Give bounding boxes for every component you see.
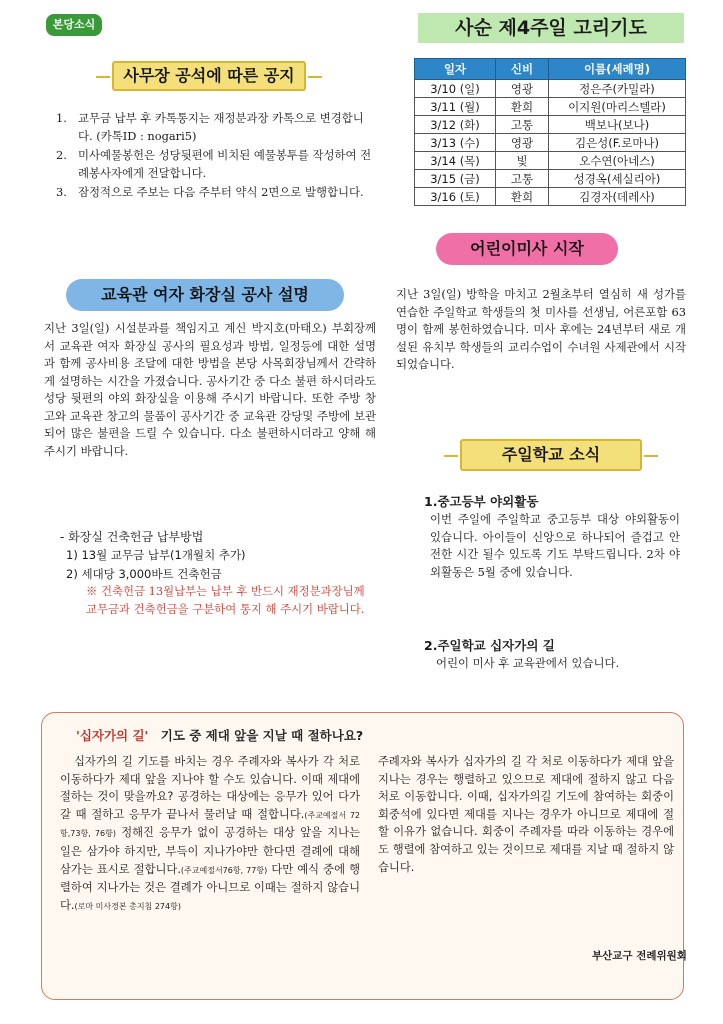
rosary-row xyxy=(415,134,686,152)
rosary-header-mystery: 신비 xyxy=(496,59,549,80)
rosary-row xyxy=(415,80,686,98)
restroom-title: 교육관 여자 화장실 공사 설명 xyxy=(66,279,344,311)
children-mass-body: 지난 3일(일) 방학을 마치고 2월초부터 열심히 새 성가를 연습한 주일학교 학생들의 첫 미사를 선생님, 어른포함 63명이 함께 봉헌하였습니다. 미사 후에는 24년부터 새로 개설된 유치부 학생들의 교리수업이 수녀원 사제관에서 시작 되었습니다. xyxy=(396,287,686,371)
rosary-mystery: 빛 xyxy=(496,152,549,170)
section-badge: 본당소식 xyxy=(46,14,102,36)
payment-option-1: 1) 13월 교무금 납부(1개월치 추가) xyxy=(66,548,246,562)
children-mass-title: 어린이미사 시작 xyxy=(436,233,618,265)
cross-way-signature: 부산교구 전례위원회 xyxy=(592,950,687,962)
payment-title: - 화장실 건축헌금 납부방법 xyxy=(60,530,204,544)
cross-way-right-column: 주례자와 복사가 십자가의 길 각 처로 이동하다가 제대 앞을 지나는 경우는 행렬하고 있으므로 제대에 절하지 않고 다음 처로 이동합니다. 이때, 십자가의길 기도에 참여하는 회중이 회중석에 있다면 제대를 지나는 경우가 아니므로 제대에 절할 이유가 없습니다. 회중이 주례자를 따라 이동하는 경우에도 행렬에 참여하고 있는 것이므로 제대를 지날 때 절하지 않습니다. xyxy=(378,755,674,874)
rosary-title: 사순 제4주일 고리기도 xyxy=(418,13,684,43)
rosary-name: 김경자(데레사) xyxy=(549,188,686,206)
rosary-row xyxy=(415,170,686,188)
cross-way-title-quote: '십자가의 길' xyxy=(76,728,149,743)
rosary-name: 정은주(카밀라) xyxy=(549,80,686,98)
rosary-row xyxy=(415,116,686,134)
notice-item: 2. 미사예물봉헌은 성당뒷편에 비치된 예물봉투를 작성하여 전례봉사자에게 전달합니다. xyxy=(56,148,372,180)
rosary-date: 3/12 (화) xyxy=(415,116,496,134)
sunday-school-item1-title: 1.중고등부 야외활동 xyxy=(424,494,539,509)
notice-item: 3. 잠정적으로 주보는 다음 주부터 약식 2면으로 발행합니다. xyxy=(56,185,364,199)
rosary-header-date: 일자 xyxy=(415,59,496,80)
rosary-header-name: 이름(세례명) xyxy=(549,59,686,80)
rosary-row xyxy=(415,98,686,116)
notice-title xyxy=(112,61,306,91)
notice-title-text: 사무장 공석에 따른 공지 xyxy=(123,66,295,85)
rosary-date: 3/15 (금) xyxy=(415,170,496,188)
notice-list xyxy=(56,110,376,204)
restroom-body: 지난 3일(일) 시설분과를 책임지고 계신 박지호(마태오) 부회장께서 교육관 여자 화장실 공사의 필요성과 방법, 일정등에 대한 설명과 함께 공사비용 조달에 대한 방법을 본당 사목회장님께서 간략하게 설명하는 시간을 가졌습니다. 공사기간 중 다소 불편 하시더라도 성당 뒷편의 야외 화장실을 이용해 주시기 바랍니다. 또한 주방 창고와 교육관 창고의 물품이 공사기간 중 교육관 강당및 주방에 보관되어 많은 불편을 드릴 수 있습니다. 다소 불편하시더라고 양해 해 주시기 바랍니다. xyxy=(44,321,376,458)
rosary-date: 3/11 (월) xyxy=(415,98,496,116)
sunday-school-item1-body: 이번 주일에 주일학교 중고등부 대상 야외활동이 있습니다. 아이들이 신앙으로 하나되어 즐겁고 안전한 시간 될수 있도록 기도 부탁드립니다. 2차 야외활동은 5월 중에 있습니다. xyxy=(430,512,680,579)
notice-item: 1. 교무금 납부 후 카톡통지는 재정분과장 카톡으로 변경합니다. (카톡ID : nogari5) xyxy=(56,111,364,143)
rosary-row xyxy=(415,188,686,206)
rosary-date: 3/13 (수) xyxy=(415,134,496,152)
rosary-date: 3/14 (목) xyxy=(415,152,496,170)
rosary-date: 3/16 (토) xyxy=(415,188,496,206)
rosary-mystery: 영광 xyxy=(496,134,549,152)
rosary-row xyxy=(415,152,686,170)
sunday-school-item2-body: 어린이 미사 후 교육관에서 있습니다. xyxy=(436,656,620,670)
rosary-mystery: 고통 xyxy=(496,170,549,188)
rosary-mystery: 환희 xyxy=(496,188,549,206)
payment-option-2: 2) 세대당 3,000바트 건축헌금 xyxy=(66,567,222,581)
cross-way-title-text: 기도 중 제대 앞을 지날 때 절하나요? xyxy=(160,728,364,743)
cross-way-left-column: 십자가의 길 기도를 바치는 경우 주례자와 복사가 각 처로 이동하다가 제대 앞을 지나야 할 수도 있습니다. 이때 제대에 절하는 것이 맞을까요? 공경하는 대상에는 응무가 있어 다가갈 때 절하고 응무가 끝나서 물러날 때 절합니다.(주교예절서 72항,73항, 76항) 정해진 응무가 없이 공경하는 대상 앞을 지나는 일은 삼가야 하지만, 부득이 지나가야만 한다면 결례에 대해 삼가는 표시로 절합니다.(주교예절서76항, 77항) 다만 예식 중에 행렬하여 지나가는 것은 결례가 아니므로 이때는 절하지 않습니다.(로마 미사경본 총지침 274항) xyxy=(60,755,361,912)
rosary-mystery: 고통 xyxy=(496,116,549,134)
cross-way-title xyxy=(76,726,363,744)
rosary-mystery: 환희 xyxy=(496,98,549,116)
sunday-school-title xyxy=(460,439,642,471)
payment-note: ※ 건축헌금 13월납부는 납부 후 반드시 재정분과장님께 교무금과 건축헌금을 구분하여 통지 해 주시기 바랍니다. xyxy=(86,584,365,616)
rosary-name: 성경옥(세실리아) xyxy=(549,170,686,188)
rosary-name: 오수연(아네스) xyxy=(549,152,686,170)
rosary-name: 이지원(마리스텔라) xyxy=(549,98,686,116)
sunday-school-item2-title: 2.주일학교 십자가의 길 xyxy=(424,638,555,653)
rosary-name: 김은성(F.로마나) xyxy=(549,134,686,152)
rosary-table xyxy=(414,58,686,206)
sunday-school-title-text: 주일학교 소식 xyxy=(501,445,601,464)
rosary-date: 3/10 (일) xyxy=(415,80,496,98)
rosary-name: 백보나(보나) xyxy=(549,116,686,134)
rosary-mystery: 영광 xyxy=(496,80,549,98)
